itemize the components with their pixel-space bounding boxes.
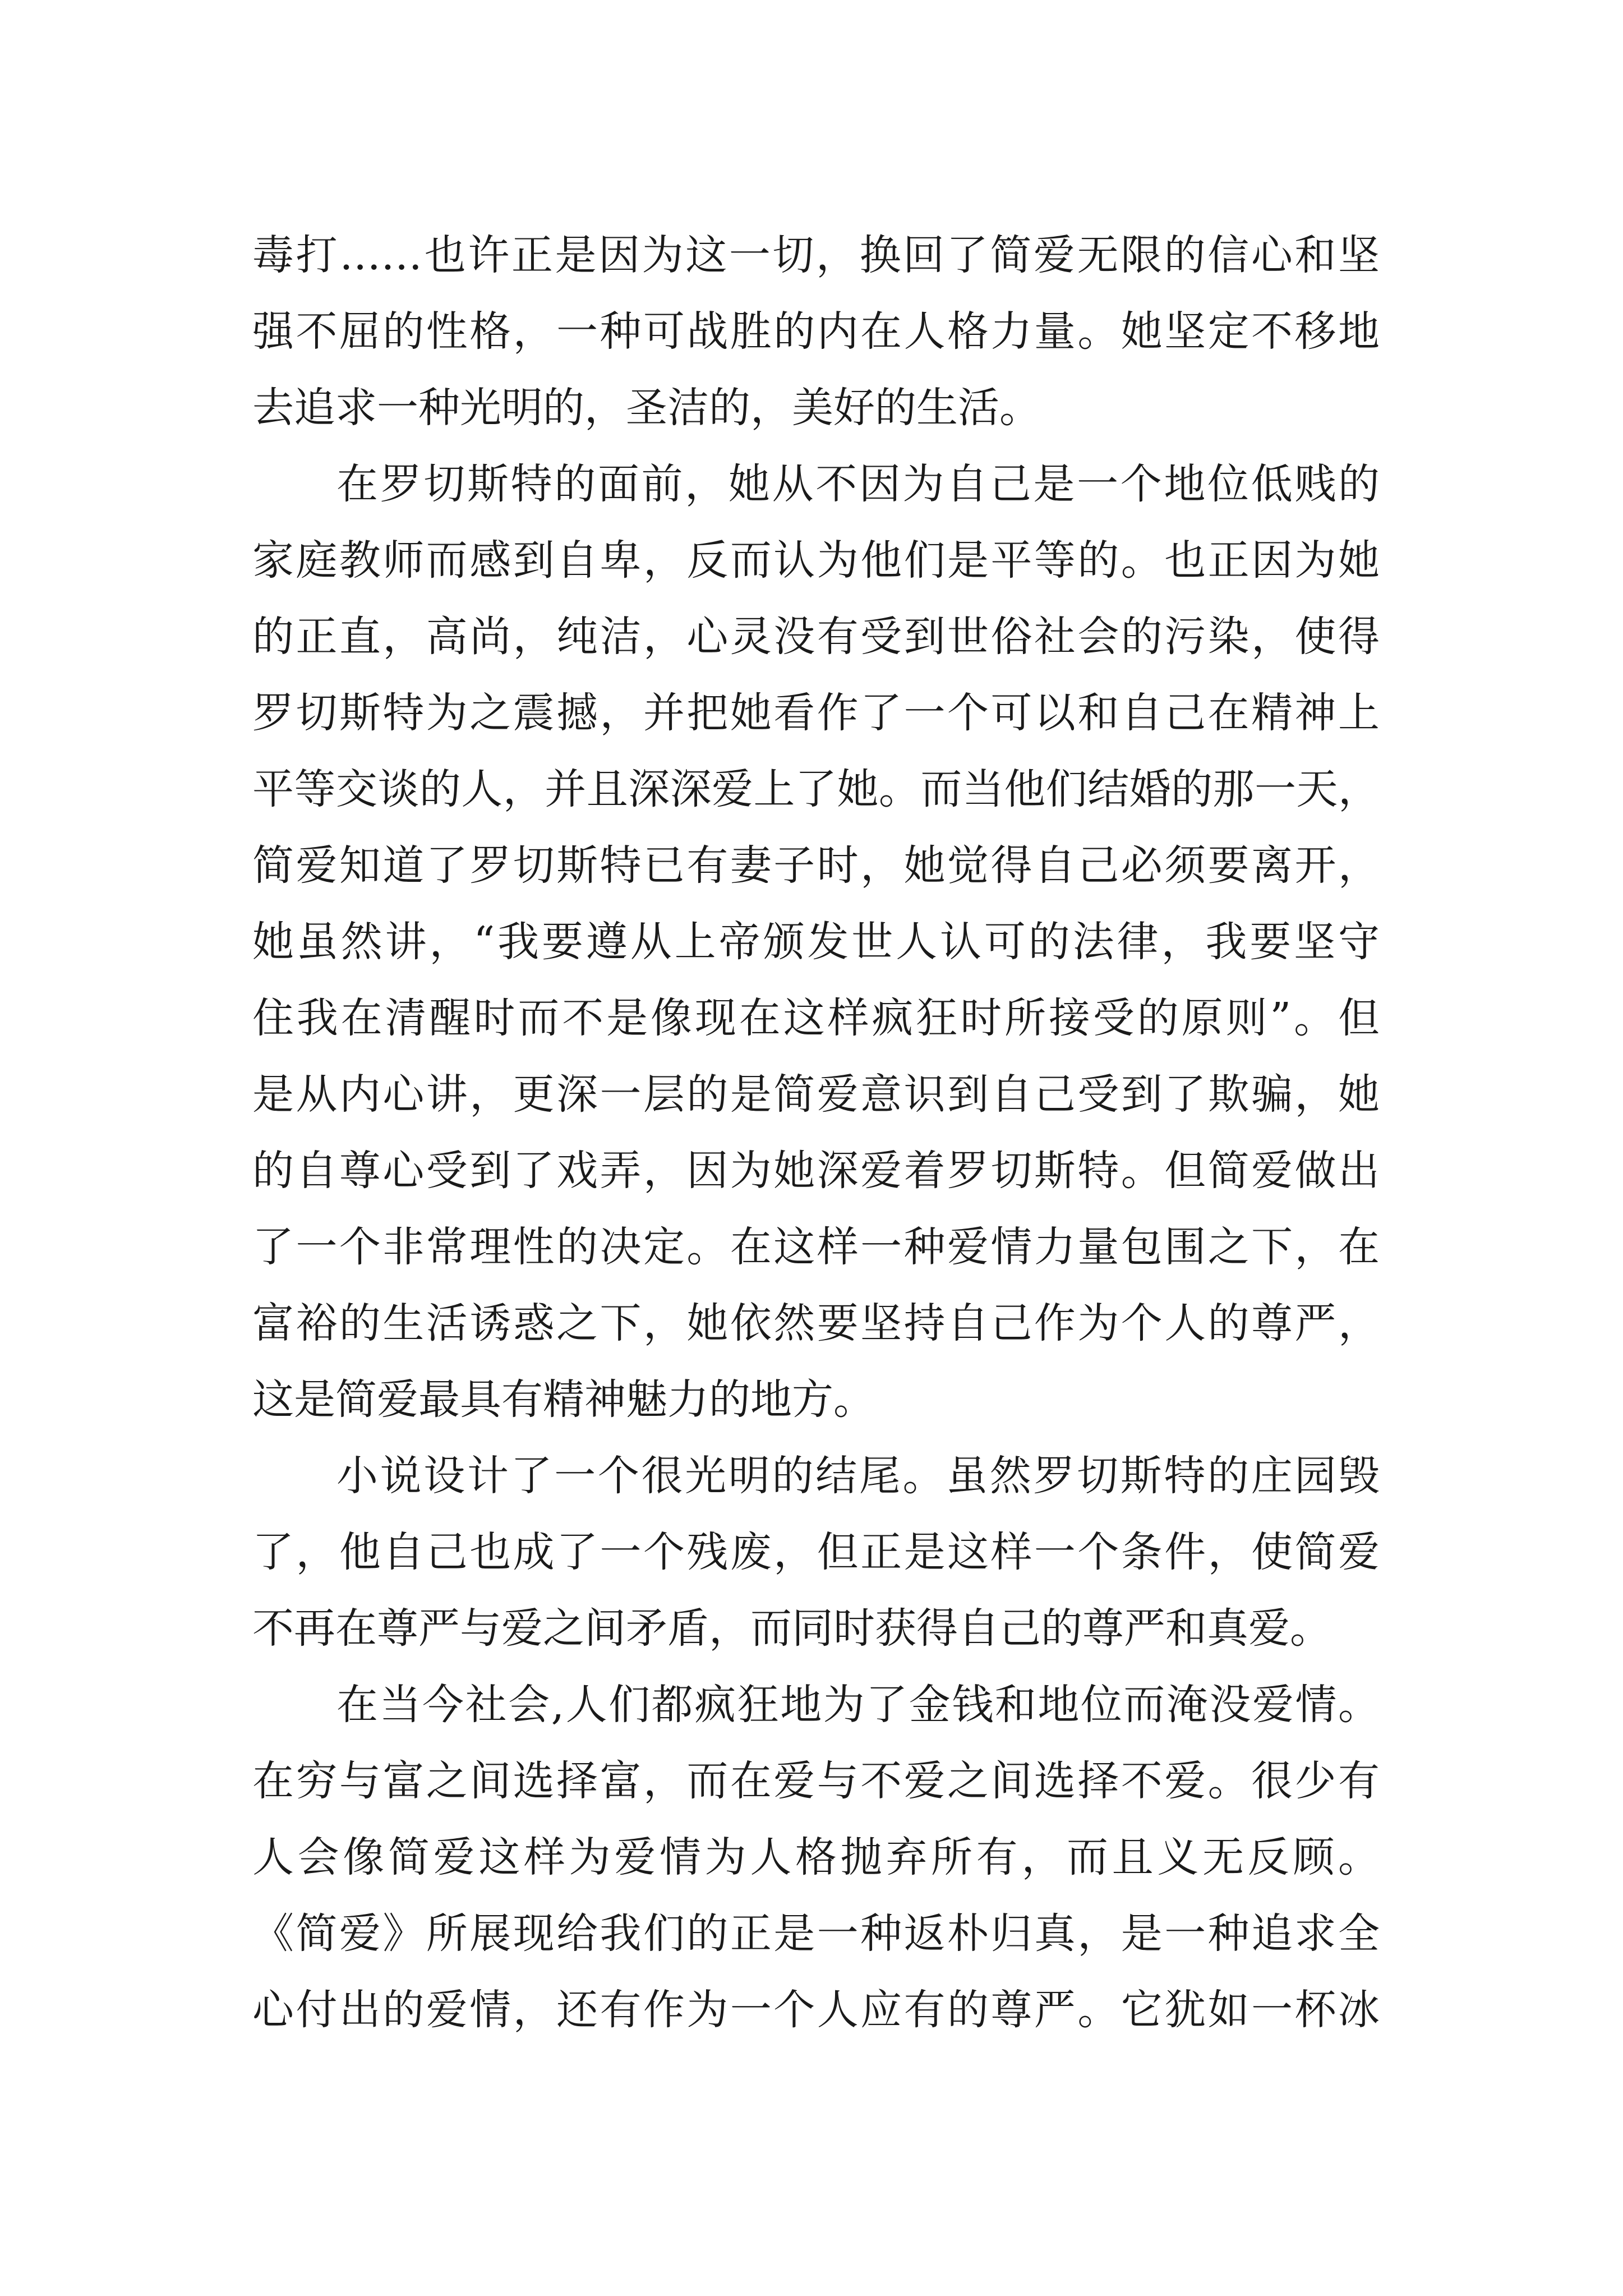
text-line: 她虽然讲，“我要遵从上帝颁发世人认可的法律，我要坚守 xyxy=(252,918,1380,966)
text-line: 在穷与富之间选择富，而在爱与不爱之间选择不爱。很少有 xyxy=(252,1757,1380,1805)
text-line: 的自尊心受到了戏弄，因为她深爱着罗切斯特。但简爱做出 xyxy=(252,1147,1380,1195)
text-line: 富裕的生活诱惑之下，她依然要坚持自己作为个人的尊严， xyxy=(252,1299,1380,1347)
text-line: 《简爱》所展现给我们的正是一种返朴归真，是一种追求全 xyxy=(252,1910,1380,1958)
text-line: 家庭教师而感到自卑，反而认为他们是平等的。也正因为她 xyxy=(252,536,1380,585)
paragraph-first-line: 在罗切斯特的面前，她从不因为自己是一个地位低贱的 xyxy=(336,460,1380,508)
text-line: 这是简爱最具有精神魅力的地方。 xyxy=(252,1375,875,1424)
text-line: 平等交谈的人，并且深深爱上了她。而当他们结婚的那一天， xyxy=(252,765,1380,813)
text-line: 心付出的爱情，还有作为一个人应有的尊严。它犹如一杯冰 xyxy=(252,1986,1380,2034)
text-line: 强不屈的性格，一种可战胜的内在人格力量。她坚定不移地 xyxy=(252,307,1380,356)
text-line: 不再在尊严与爱之间矛盾，而同时获得自己的尊严和真爱。 xyxy=(252,1604,1331,1653)
text-line: 罗切斯特为之震撼，并把她看作了一个可以和自己在精神上 xyxy=(252,689,1380,737)
paragraph-first-line: 在当今社会,人们都疯狂地为了金钱和地位而淹没爱情。 xyxy=(336,1681,1380,1729)
text-line: 是从内心讲，更深一层的是简爱意识到自己受到了欺骗，她 xyxy=(252,1070,1380,1119)
text-line: 的正直，高尚，纯洁，心灵没有受到世俗社会的污染，使得 xyxy=(252,613,1380,661)
text-line: 住我在清醒时而不是像现在这样疯狂时所接受的原则”。但 xyxy=(252,994,1380,1042)
text-line: 去追求一种光明的，圣洁的，美好的生活。 xyxy=(252,384,1041,432)
paragraph-first-line: 小说设计了一个很光明的结尾。虽然罗切斯特的庄园毁 xyxy=(336,1452,1380,1500)
text-line: 简爱知道了罗切斯特已有妻子时，她觉得自己必须要离开， xyxy=(252,841,1380,890)
text-line: 人会像简爱这样为爱情为人格抛弃所有，而且义无反顾。 xyxy=(252,1833,1380,1881)
text-line: 毒打……也许正是因为这一切，换回了简爱无限的信心和坚 xyxy=(252,231,1380,279)
text-line: 了，他自己也成了一个残废，但正是这样一个条件，使简爱 xyxy=(252,1528,1380,1576)
text-line: 了一个非常理性的决定。在这样一种爱情力量包围之下，在 xyxy=(252,1223,1380,1271)
